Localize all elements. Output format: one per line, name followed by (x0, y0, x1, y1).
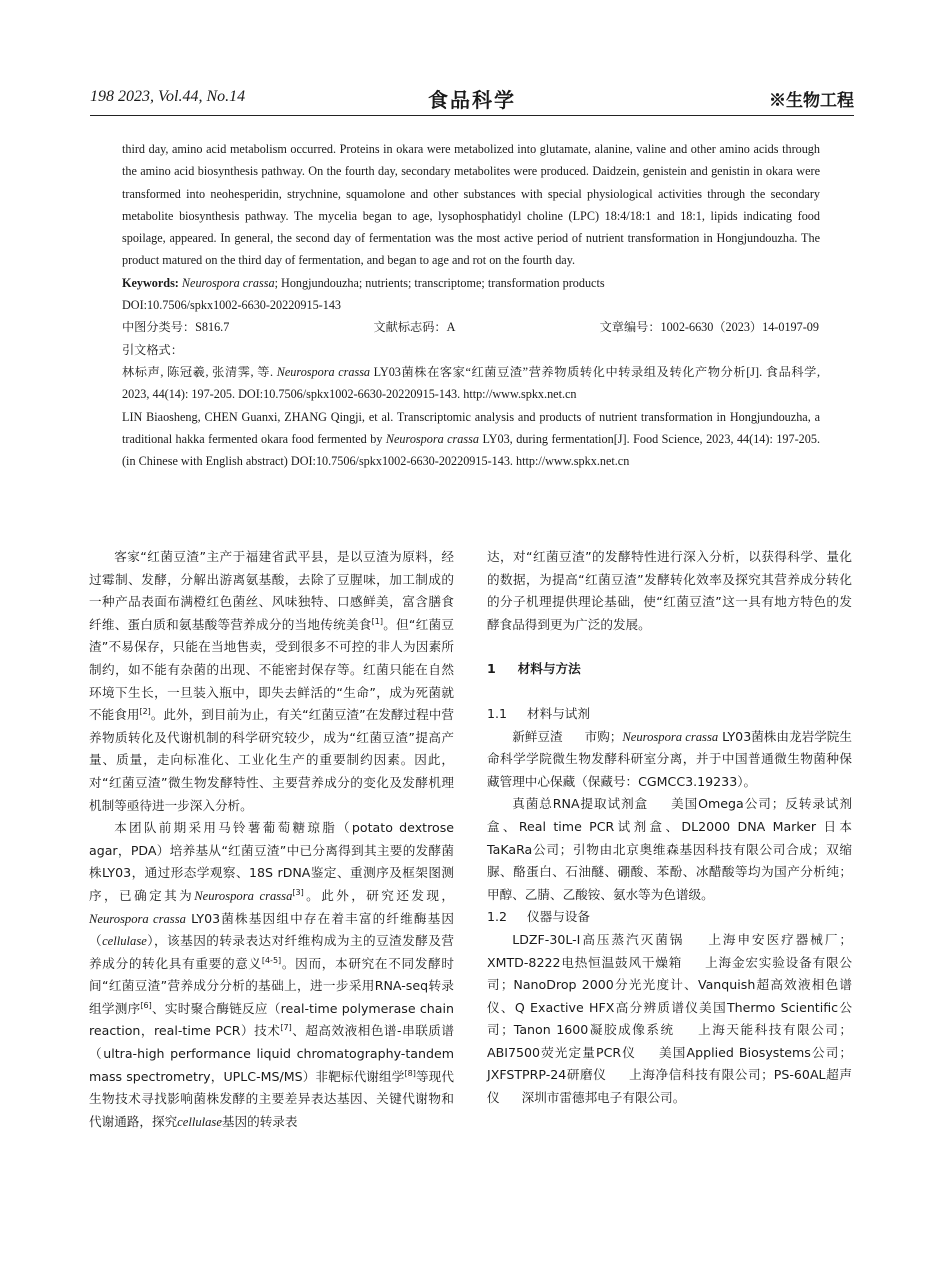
text: LY03菌株由龙岩学院生命科学学院微生物发酵科研室分离，并于中国普通微生物菌种保藏管理中心保藏（保藏号：CGMCC3.19233）。 (487, 728, 852, 789)
equipment-source: 美国Applied Biosystems公司； (657, 1044, 852, 1060)
item-title: 新鲜豆渣 (512, 728, 563, 744)
cite-en-species: Neurospora crassa (385, 431, 479, 446)
equipment-source: 上海金宏实验设备有限公司； (487, 954, 853, 993)
clc-number: 中图分类号：S816.7 (122, 320, 230, 335)
item-title: 真菌总RNA提取试剂盒 (512, 796, 649, 812)
equipment-name: ABI7500荧光定量PCR仪 (487, 1044, 636, 1060)
keywords (122, 272, 820, 294)
ref-7: [7] (280, 1023, 292, 1033)
text: 、超高效液相色谱-串联质谱（ultra-high performance liquid chromatography-tandem mass spectrometry，UPLC-MS/MS）非靶标代谢组学 (89, 1023, 454, 1084)
subsection-title: 材料与试剂 (527, 705, 590, 721)
equipment-name: PS-60AL超声仪 (487, 1067, 852, 1106)
text: 。此外，到目前为止，有关“红菌豆渣”在发酵过程中营养物质转化及代谢机制的科学研究较少，成为“红菌豆渣”提高产量、质量，走向标准化、工业化生产的重要制约因素。因此，对“红菌豆渣”微生物发酵特性、主要营养成分的变化及发酵机理机制等亟待进一步深入分析。 (89, 707, 454, 813)
gene-name: cellulase (102, 934, 147, 949)
section-title: 材料与方法 (517, 661, 581, 677)
citation-english (122, 406, 820, 473)
intro-paragraph-2 (89, 817, 454, 1133)
material-item-2 (487, 793, 852, 906)
ref-3: [3] (292, 887, 304, 897)
equipment-name: NanoDrop 2000分光光度计、Vanquish超高效液相色谱仪、Q Exactive HFX高分辨质谱仪 (487, 977, 853, 1015)
text: ），该基因的转录表达对纤维构成为主的豆渣发酵及营养成分的转化具有重要的意义 (89, 933, 454, 971)
equipment-name: Tanon 1600凝胶成像系统 (513, 1022, 675, 1038)
abstract-block (122, 138, 820, 472)
species-name: Neurospora crassa (89, 911, 186, 926)
citation-label: 引文格式： (122, 342, 183, 357)
ref-2: [2] (139, 706, 151, 716)
equipment-source: 上海净信科技有限公司； (628, 1067, 774, 1083)
right-column (487, 546, 852, 1110)
section-number: 1 (487, 661, 496, 677)
intro-continued: 达，对“红菌豆渣”的发酵特性进行深入分析，以获得科学、量化的数据，为提高“红菌豆渣”发酵转化效率及探究其营养成分转化的分子机理提供理论基础，使“红菌豆渣”这一具有地方特色的发酵食品得到更为广泛的发展。 (487, 549, 852, 632)
text: 市购； (584, 728, 623, 744)
equipment-source: 美国Thermo Scientific公司； (487, 999, 853, 1038)
ref-6: [6] (140, 1000, 152, 1010)
gene-name: cellulase (177, 1114, 222, 1129)
equipment-source: 上海申安医疗器械厂； (706, 931, 853, 947)
cite-cn-rest: LY03菌株在客家“红菌豆渣”营养物质转化中转录组及转化产物分析[J]. 食品科学, 2023, 44(14): 197-205. DOI:10.7506/spkx1002-6630-20220915-143. http://www.spkx.net.cn (122, 364, 821, 402)
page-header (90, 84, 854, 116)
text: 本团队前期采用马铃薯葡萄糖琼脂（potato dextrose agar，PDA）培养基从“红菌豆渣”中已分离得到其主要的发酵菌株LY03，通过形态学观察、18S rDNA鉴定、重测序及框架图测序，已确定其为 (89, 820, 454, 903)
page-number-volume: 198 2023, Vol.44, No.14 (90, 88, 246, 105)
text: 美国Omega公司；反转录试剂盒、Real time PCR试剂盒、DL2000 DNA Marker 日本TaKaRa公司；引物由北京奥维森基因科技有限公司合成；双缩脲、酪蛋白、石油醚、硼酸、苯酚、冰醋酸等均为国产分析纯；甲醇、乙腈、乙酸铵、氨水等为色谱级。 (487, 796, 852, 902)
material-item-1 (487, 726, 852, 794)
equipment-name: JXFSTPRP-24研磨仪 (487, 1067, 607, 1083)
species-name: Neurospora crassa (194, 888, 293, 903)
ref-1: [1] (371, 616, 383, 626)
intro-paragraph-1 (89, 546, 454, 817)
equipment-source: 深圳市雷德邦电子有限公司。 (521, 1090, 686, 1106)
document-code: 文献标志码：A (373, 320, 456, 335)
journal-title: 食品科学 (428, 88, 516, 112)
text: 基因的转录表 (221, 1113, 298, 1129)
subsection-number: 1.2 (487, 909, 508, 925)
ref-4-5: [4-5] (261, 955, 282, 965)
text: LY03菌株基因组中存在着丰富的纤维酶基因（ (89, 910, 454, 949)
article-number: 文章编号：1002-6630（2023）14-0197-09 (599, 320, 819, 335)
equipment-name: LDZF-30L-I高压蒸汽灭菌锅 (512, 931, 685, 947)
cite-en-after: LY03, during fermentation[J]. Food Science, 2023, 44(14): 197-205. (in Chinese with English abstract) DOI:10.7506/spkx1002-6630-20220915-143. http://www.spkx.net.cn (122, 431, 820, 469)
text: 。因而，本研究在不同发酵时间“红菌豆渣”营养成分分析的基础上，进一步采用RNA-seq转录组学测序 (89, 955, 455, 1016)
section-label: ※生物工程 (769, 91, 854, 111)
keyword-species: Neurospora crassa (181, 275, 275, 290)
equipment-list (487, 929, 852, 1110)
cite-en-before: LIN Biaosheng, CHEN Guanxi, ZHANG Qingji, et al. Transcriptomic analysis and products of nutrient transformation in Hongjundouzha, a traditional hakka fermented okara food fermented by (122, 409, 820, 446)
header-divider (90, 115, 854, 116)
subsection-title: 仪器与设备 (527, 909, 590, 925)
left-column (89, 546, 454, 1133)
ref-8: [8] (404, 1068, 416, 1078)
cite-cn-authors: 林标声, 陈冠羲, 张清霁, 等. (122, 364, 277, 379)
doi: DOI:10.7506/spkx1002-6630-20220915-143 (122, 298, 342, 313)
section-heading-1 (487, 658, 852, 681)
text: 客家“红菌豆渣”主产于福建省武平县，是以豆渣为原料，经过霉制、发酵，分解出游离氨基酸，去除了豆腥味，加工制成的一种产品表面布满橙红色菌丝、风味独特、口感鲜美，富含膳食纤维、蛋白质和氨基酸等营养成分的当地传统美食 (89, 549, 454, 632)
text: 等现代生物技术寻找影响菌株发酵的主要差异表达基因、关键代谢物和代谢通路，探究 (89, 1068, 454, 1129)
equipment-name: XMTD-8222电热恒温鼓风干燥箱 (487, 954, 683, 970)
text: 。此外，研究还发现， (303, 887, 455, 903)
citation-chinese (122, 361, 820, 406)
cite-cn-species: Neurospora crassa (276, 364, 371, 379)
classification-row (122, 316, 819, 338)
text: 。但“红菌豆渣”不易保存，只能在当地售卖，受到很多不可控的非人为因素所制约，如不能有杂菌的出现、不能密封保存等。红菌只能在自然环境下生长，一旦装入瓶中，即失去鲜活的“生命”，成为死菌就不能食用 (89, 616, 454, 723)
text: 、实时聚合酶链反应（real-time polymerase chain reaction，real-time PCR）技术 (89, 1000, 454, 1039)
species-name: Neurospora crassa (622, 729, 719, 744)
keywords-label: Keywords: (122, 275, 179, 290)
subsection-heading-1-2 (487, 906, 852, 929)
subsection-number: 1.1 (487, 705, 508, 721)
abstract-tail: third day, amino acid metabolism occurred. Proteins in okara were metabolized into glutamate, alanine, valine and other amino acids through the amino acid biosynthesis pathway. On the fourth day, secondary metabolites were produced. Daidzein, genistein and genistin in okara were transformed into neohesperidin, strychnine, squamolone and other substances with special physiological activities through the secondary metabolite biosynthesis pathway. The mycelia began to age, lysophosphatidyl choline (LPC) 18:4/18:1 and 18:1, lipids indicating food spoilage, appeared. In general, the second day of fermentation was the most active period of nutrient transformation in Hongjundouzha. The product matured on the third day of fermentation, and began to age and rot on the fourth day. (122, 142, 820, 268)
equipment-source: 上海天能科技有限公司； (696, 1022, 853, 1038)
subsection-heading-1-1 (487, 703, 852, 726)
keywords-rest: ; Hongjundouzha; nutrients; transcriptome; transformation products (274, 275, 605, 290)
